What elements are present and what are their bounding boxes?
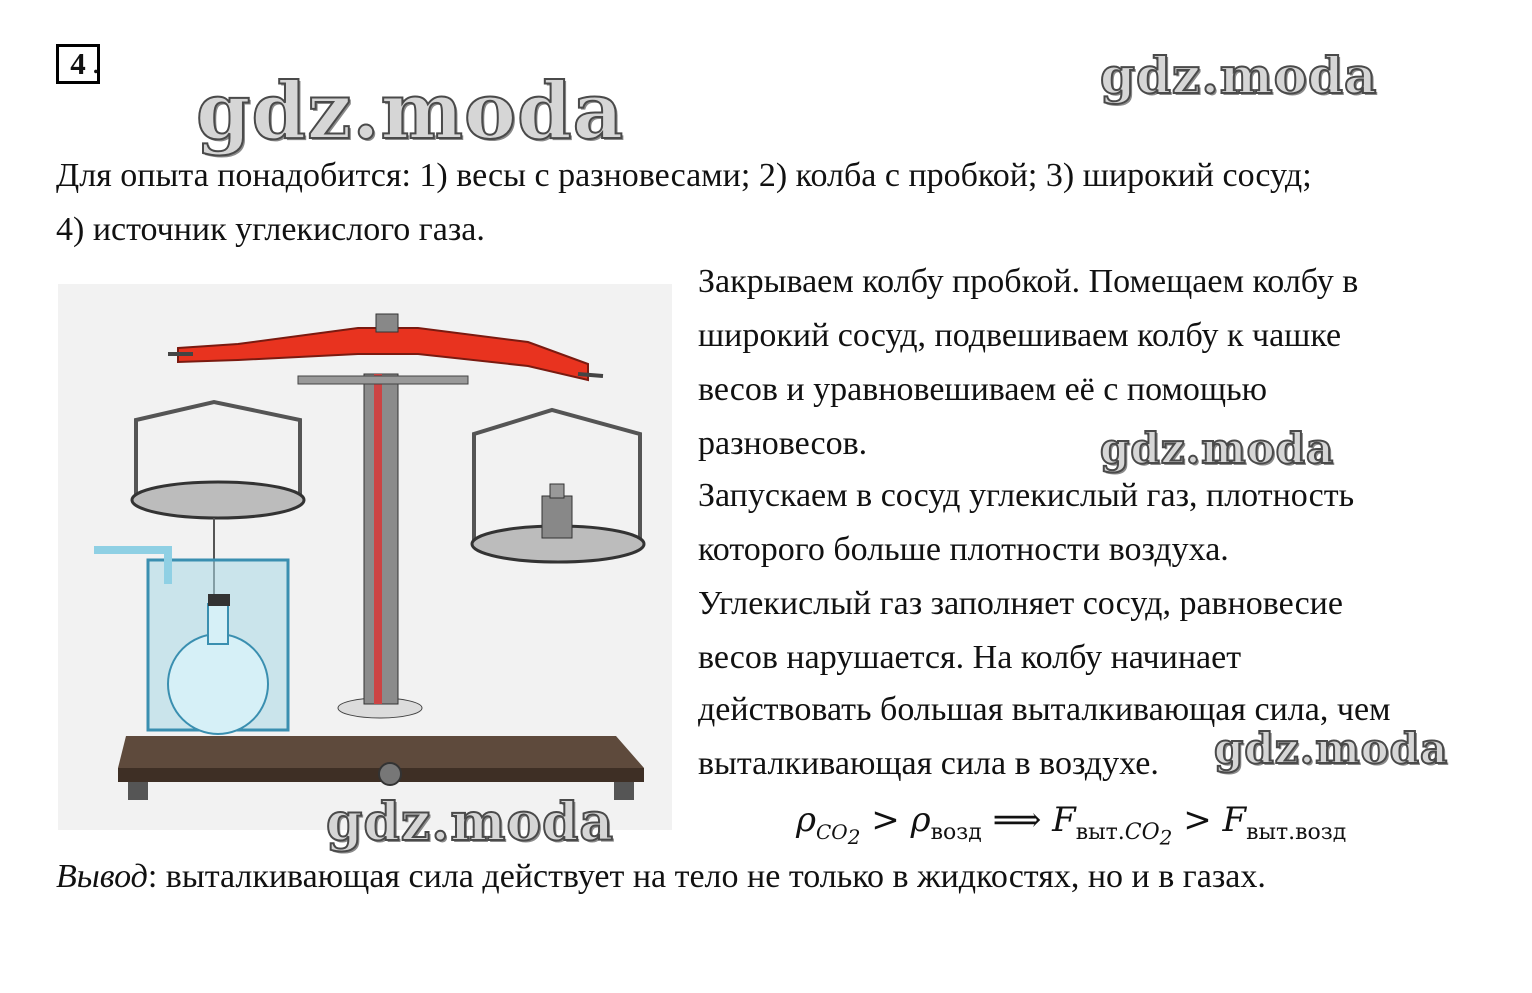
watermark-logo: gdz.moda (196, 66, 625, 157)
procedure-line: широкий сосуд, подвешиваем колбу к чашке (698, 317, 1342, 354)
column-pointer (374, 374, 382, 704)
level-screw (379, 763, 401, 785)
problem-number: 4 (56, 44, 100, 84)
problem-number-dot: . (92, 45, 100, 80)
watermark-logo: gdz.moda (1214, 724, 1449, 773)
flask (168, 634, 268, 734)
procedure-line: весов и уравновешиваем её с помощью (698, 371, 1268, 408)
scale-base-top (118, 736, 644, 768)
intro-line-1: Для опыта понадобится: 1) весы с разновесами; 2) колба с пробкой; 3) широкий сосуд; (56, 157, 1312, 194)
procedure-line: которого больше плотности воздуха. (698, 531, 1229, 568)
intro-line-2: 4) источник углекислого газа. (56, 211, 485, 248)
conclusion-label: Вывод (56, 858, 148, 895)
weight-piece (542, 496, 572, 538)
scales-experiment-illustration (58, 284, 672, 830)
arrester-bar (298, 376, 468, 384)
left-pan (132, 482, 304, 518)
flask-stopper (208, 594, 230, 606)
watermark-logo: gdz.moda (326, 792, 615, 853)
procedure-line: Углекислый газ заполняет сосуд, равновесие (698, 585, 1343, 622)
scale-foot (614, 782, 634, 800)
density-force-formula: $\rho_{CO_2} > \rho_{возд}$ ⟹ $F_{выт.CO_2} > F_{выт.возд}$ (796, 800, 1347, 850)
procedure-line: действовать большая выталкивающая сила, чем (698, 691, 1391, 728)
watermark-logo: gdz.moda (1100, 424, 1335, 473)
scale-foot (128, 782, 148, 800)
procedure-line: Закрываем колбу пробкой. Помещаем колбу в (698, 263, 1359, 300)
procedure-line: Запускаем в сосуд углекислый газ, плотность (698, 477, 1355, 514)
conclusion-text: : выталкивающая сила действует на тело не только в жидкостях, но и в газах. (147, 858, 1266, 895)
procedure-line: выталкивающая сила в воздухе. (698, 745, 1159, 782)
procedure-line: разновесов. (698, 425, 868, 462)
procedure-line: весов нарушается. На колбу начинает (698, 639, 1242, 676)
conclusion (56, 857, 1266, 897)
watermark-logo: gdz.moda (1100, 46, 1378, 105)
beam-knob (376, 314, 398, 332)
